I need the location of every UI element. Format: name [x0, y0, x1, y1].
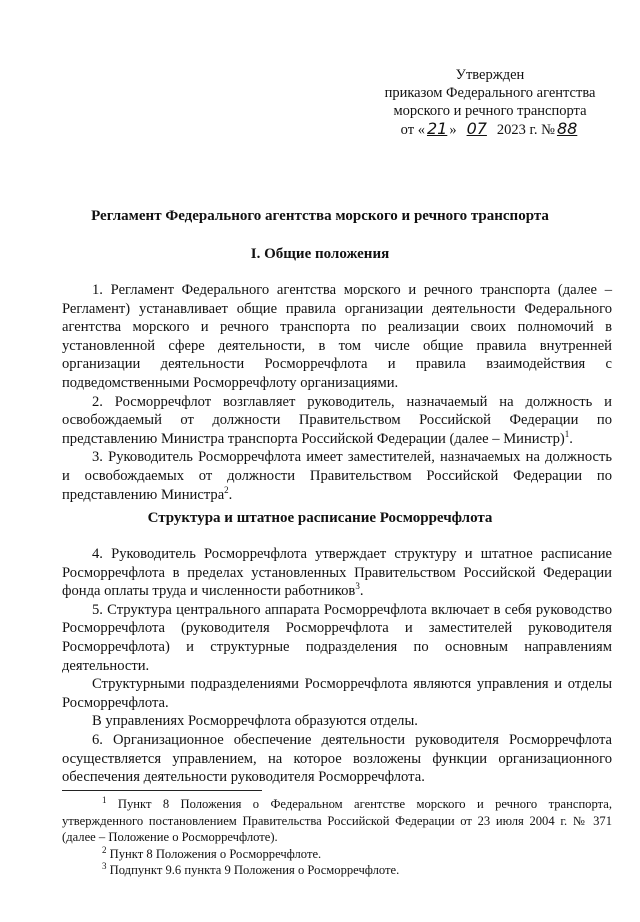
- date-mid: »: [449, 122, 457, 138]
- footnote-ref-1: 1: [564, 428, 570, 439]
- section-2-body: [62, 545, 612, 787]
- paragraph-2: [62, 393, 612, 449]
- paragraph-2-end: .: [569, 430, 573, 447]
- document-title: Регламент Федерального агентства морского и речного транспорта: [91, 208, 549, 224]
- paragraph-4-end: .: [359, 583, 364, 600]
- date-year: 2023 г. №: [496, 122, 555, 138]
- paragraph-5c: В управлениях Росморречфлота образуются отделы.: [92, 713, 418, 730]
- footnote-2: [62, 846, 612, 863]
- paragraph-4-text: 4. Руководитель Росморречфлота утверждает структуру и штатное расписание Росморречфлота в пределах установленных Правительством Российской Федерации фонда оплаты труда и численности работников: [62, 546, 612, 600]
- footnote-1-text: Пункт 8 Положения о Федеральном агентстве морского и речного транспорта, утвержденного постановлением Правительства Российской Федерации от 23 июля 2004 г. № 371 (далее – Положение о Росморречфлоте).: [62, 797, 613, 844]
- footnote-1: [62, 796, 612, 846]
- footnote-ref-3: 3: [355, 581, 360, 592]
- approval-stamp: [370, 66, 610, 139]
- footnotes: [62, 796, 612, 879]
- approval-line-3: морского и речного транспорта: [393, 103, 587, 119]
- approval-line-1: Утвержден: [455, 67, 525, 83]
- paragraph-4: [62, 545, 612, 601]
- footnote-3: [62, 862, 612, 879]
- footnote-3-num: 3: [102, 860, 107, 871]
- section-1-body: [62, 281, 612, 504]
- section-2-heading: Структура и штатное расписание Росморречфлота: [147, 510, 493, 526]
- paragraph-3: [62, 448, 612, 504]
- paragraph-2-text: 2. Росморречфлот возглавляет руководитель, назначаемый на должность и освобождаемый от должности Правительством Российской Федерации по представлению Министра транспорта Российской Федерации (далее – Министр): [62, 393, 612, 447]
- footnote-1-num: 1: [102, 794, 107, 805]
- approval-line-2: приказом Федерального агентства: [384, 85, 596, 101]
- footnote-separator: [62, 790, 262, 791]
- section-1-heading: I. Общие положения: [250, 246, 390, 262]
- date-day: 21: [426, 119, 448, 138]
- approval-date: [401, 120, 580, 139]
- paragraph-6: 6. Организационное обеспечение деятельности руководителя Росморречфлота осуществляется управлением, на которое возложены функции организационного обеспечения деятельности руководителя Росморречфлота.: [62, 731, 612, 786]
- footnote-3-text: Подпункт 9.6 пункта 9 Положения о Росморречфлоте.: [109, 863, 400, 877]
- paragraph-1: 1. Регламент Федерального агентства морского и речного транспорта (далее – Регламент) устанавливает общие правила организации деятельности Федерального агентства морского и речного транспорта по реализации своих полномочий в установленной сфере деятельности, в том числе общие правила внутренней организации деятельности Росморречфлота и правила взаимодействия с подведомственными Росморречфлоту организациями.: [62, 282, 612, 391]
- order-number: 88: [556, 119, 578, 138]
- paragraph-5b: Структурными подразделениями Росморречфлота являются управления и отделы Росморречфлота.: [62, 676, 612, 711]
- footnote-ref-2: 2: [224, 484, 229, 495]
- paragraph-3-end: .: [228, 486, 233, 503]
- date-month: 07: [466, 119, 487, 138]
- paragraph-3-text: 3. Руководитель Росморречфлота имеет заместителей, назначаемых на должность и освобождаемых от должности Правительством Российской Федерации по представлению Министра: [62, 449, 612, 503]
- footnote-2-num: 2: [102, 844, 107, 855]
- paragraph-5: 5. Структура центрального аппарата Росморречфлота включает в себя руководство Росморречфлота (руководителя Росморречфлота и заместителей руководителя Росморречфлота) и структурные подразделения по основным направлениям деятельности.: [62, 601, 612, 674]
- footnote-2-text: Пункт 8 Положения о Росморречфлоте.: [109, 846, 322, 861]
- date-prefix: от «: [400, 122, 425, 138]
